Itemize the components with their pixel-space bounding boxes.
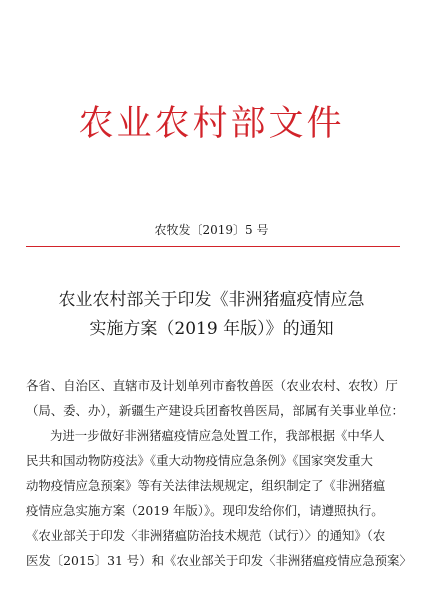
body-line-paragraph: 《农业部关于印发〈非洲猪瘟防治技术规范（试行）〉的通知》（农 <box>26 528 386 543</box>
body-line-paragraph: 为进一步做好非洲猪瘟疫情应急处置工作，我部根据《中华人 <box>50 428 385 443</box>
masthead-title: 农业农村部文件 <box>78 104 345 144</box>
document-title <box>0 286 423 344</box>
document-title-line: 农业农村部关于印发《非洲猪瘟疫情应急 <box>58 290 365 310</box>
body-line-paragraph: 动物疫情应急预案》等有关法律法规规定，组织制定了《非洲猪瘟 <box>26 478 386 493</box>
document-title-line: 实施方案（2019 年版）》的通知 <box>89 319 334 339</box>
body-line-paragraph: 疫情应急实施方案（2019 年版）》。现印发给你们，请遵照执行。 <box>26 503 384 518</box>
body-line-paragraph: 医发〔2015〕31 号）和《农业部关于印发〈非洲猪瘟疫情应急预案〉 <box>26 553 412 568</box>
body-line-paragraph: 民共和国动物防疫法》《重大动物疫情应急条例》《国家突发重大 <box>26 453 373 468</box>
document-number: 农牧发〔2019〕5 号 <box>154 223 269 237</box>
red-divider-line <box>26 246 400 247</box>
body-line-addressee: （局、委、办），新疆生产建设兵团畜牧兽医局，部属有关事业单位： <box>26 403 404 418</box>
document-body <box>26 373 412 573</box>
body-line-addressee: 各省、自治区、直辖市及计划单列市畜牧兽医（农业农村、农牧）厅 <box>26 378 398 393</box>
